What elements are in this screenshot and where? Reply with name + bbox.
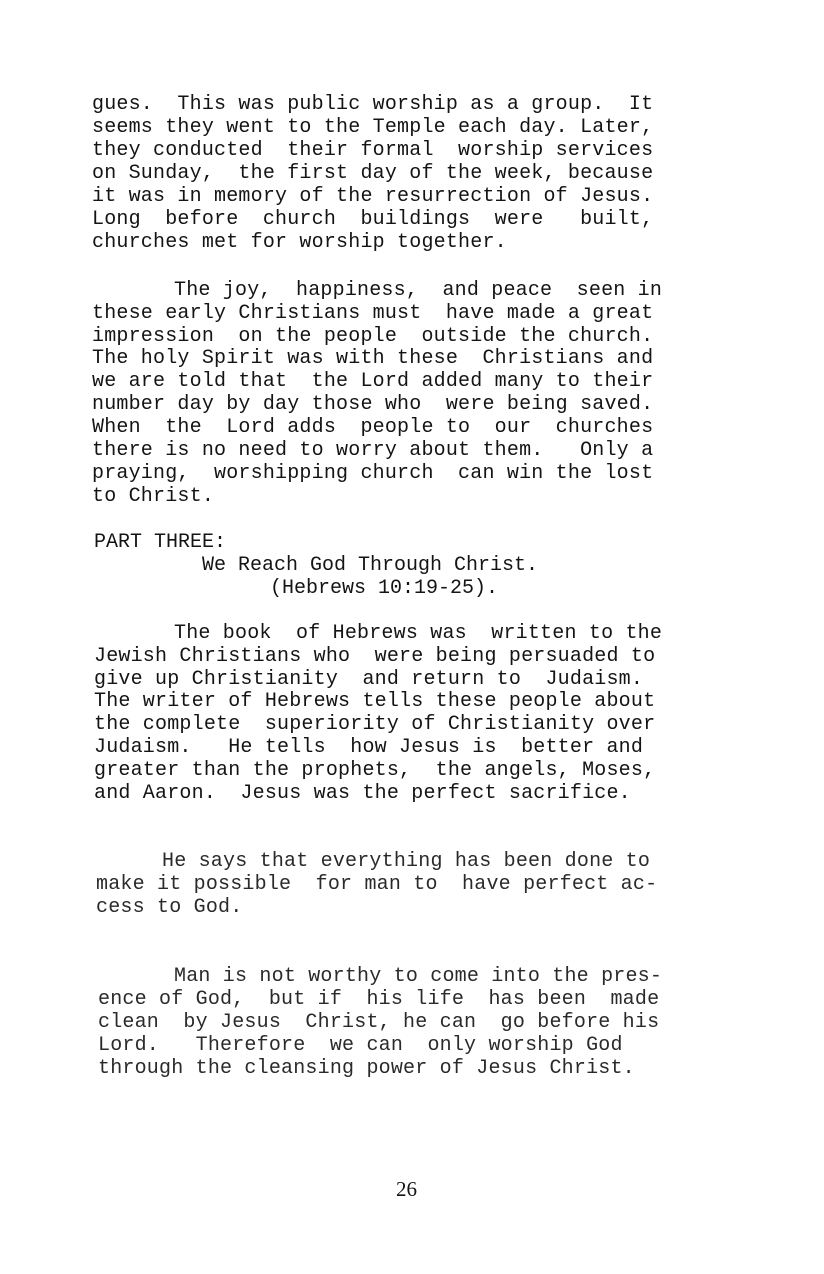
text-line: we are told that the Lord added many to their bbox=[92, 370, 654, 393]
part-title: We Reach God Through Christ. bbox=[202, 554, 539, 577]
text-line: praying, worshipping church can win the lost bbox=[92, 462, 654, 485]
text-line: it was in memory of the resurrection of Jesus. bbox=[92, 185, 654, 208]
paragraph-hebrews bbox=[94, 623, 716, 807]
text-line: cess to God. bbox=[96, 896, 243, 919]
text-line: Jewish Christians who were being persuaded to bbox=[94, 645, 656, 668]
text-line: Man is not worthy to come into the pres- bbox=[174, 965, 663, 988]
text-line: ence of God, but if his life has been made bbox=[98, 988, 660, 1011]
text-line: make it possible for man to have perfect ac- bbox=[96, 873, 658, 896]
text-line: The joy, happiness, and peace seen in bbox=[174, 279, 663, 302]
text-line: and Aaron. Jesus was the perfect sacrifice. bbox=[94, 782, 631, 805]
paragraph-continuation bbox=[92, 94, 712, 254]
text-line: The writer of Hebrews tells these people about bbox=[94, 690, 656, 713]
paragraph-joy bbox=[92, 280, 714, 510]
text-line: number day by day those who were being saved. bbox=[92, 393, 654, 416]
text-line: through the cleansing power of Jesus Christ. bbox=[98, 1057, 635, 1080]
text-line: the complete superiority of Christianity over bbox=[94, 713, 656, 736]
text-line: Judaism. He tells how Jesus is better and bbox=[94, 736, 644, 759]
text-line: gues. This was public worship as a group. It bbox=[92, 93, 654, 116]
text-line: impression on the people outside the church. bbox=[92, 325, 654, 348]
scripture-reference: (Hebrews 10:19-25). bbox=[270, 577, 499, 600]
page-number: 26 bbox=[396, 1177, 417, 1201]
part-label: PART THREE: bbox=[94, 531, 227, 554]
text-line: give up Christianity and return to Judaism. bbox=[94, 668, 644, 691]
text-line: Lord. Therefore we can only worship God bbox=[98, 1034, 623, 1057]
text-line: The holy Spirit was with these Christians and bbox=[92, 347, 654, 370]
text-line: on Sunday, the first day of the week, because bbox=[92, 162, 654, 185]
text-line: clean by Jesus Christ, he can go before his bbox=[98, 1011, 660, 1034]
text-line: to Christ. bbox=[92, 485, 215, 508]
text-line: He says that everything has been done to bbox=[162, 850, 651, 873]
paragraph-access bbox=[96, 851, 716, 921]
text-line: there is no need to worry about them. Only a bbox=[92, 439, 654, 462]
text-line: seems they went to the Temple each day. Later, bbox=[92, 116, 654, 139]
text-line: When the Lord adds people to our churches bbox=[92, 416, 654, 439]
text-line: they conducted their formal worship services bbox=[92, 139, 654, 162]
text-line: The book of Hebrews was written to the bbox=[174, 622, 663, 645]
text-line: these early Christians must have made a great bbox=[92, 302, 654, 325]
text-line: Long before church buildings were built, bbox=[92, 208, 654, 231]
text-line: churches met for worship together. bbox=[92, 231, 507, 254]
paragraph-worthy bbox=[98, 966, 720, 1082]
text-line: greater than the prophets, the angels, Moses, bbox=[94, 759, 656, 782]
